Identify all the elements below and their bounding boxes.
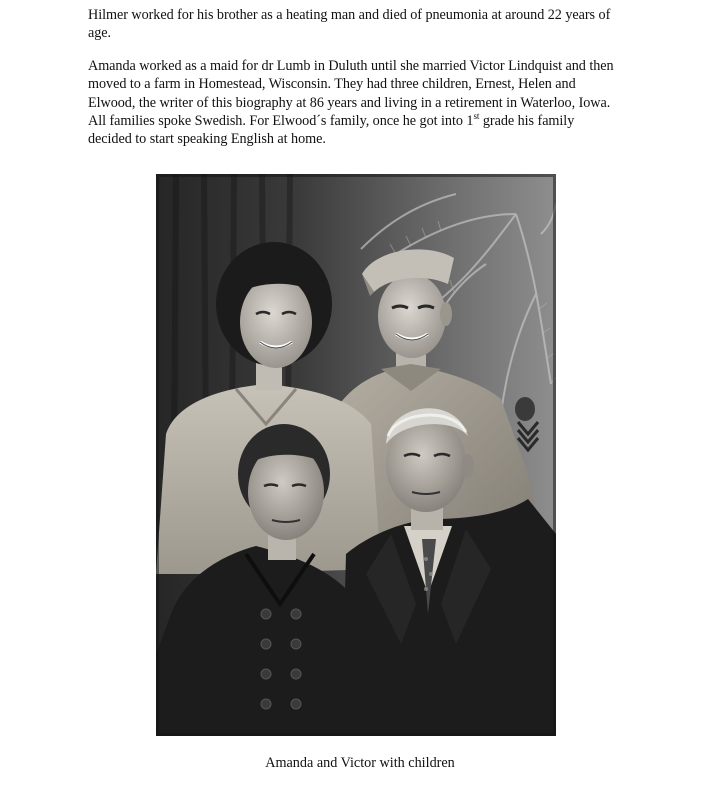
paragraph-line — [88, 112, 648, 130]
ordinal-superscript: st — [473, 110, 480, 121]
paragraph-hilmer — [88, 6, 648, 43]
paragraph-line: age. — [88, 25, 112, 42]
paragraph-line: Elwood, the writer of this biography at 86 years and living in a retirement in Waterloo, Iowa. — [88, 94, 611, 111]
line-text-after-superscript: grade his family — [479, 112, 575, 129]
paragraph-line: decided to start speaking English at home. — [88, 131, 326, 148]
paragraph-line: Hilmer worked for his brother as a heating man and died of pneumonia at around 22 years of — [88, 7, 611, 23]
paragraph-line: moved to a farm in Homestead, Wisconsin. They had three children, Ernest, Helen and — [88, 76, 576, 93]
line-text-before-superscript: All families spoke Swedish. For Elwood´s family, once he got into 1 — [88, 112, 474, 129]
family-photograph — [156, 174, 556, 736]
paragraph-line: Amanda worked as a maid for dr Lumb in Duluth until she married Victor Lindquist and then — [88, 58, 614, 74]
paragraph-amanda — [88, 57, 648, 148]
photo-caption: Amanda and Victor with children — [265, 755, 455, 771]
family-photograph-illustration — [156, 174, 556, 736]
